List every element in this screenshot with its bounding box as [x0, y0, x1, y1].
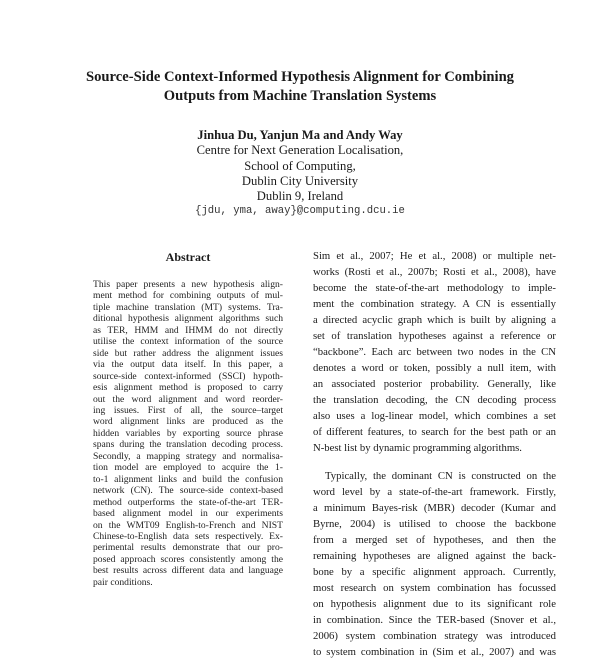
body-line: a directed acyclic graph which is built by aligning a	[313, 314, 556, 326]
body-line: 2006) system combination strategy was introduced	[313, 630, 556, 642]
body-line: works (Rosti et al., 2007b; Rosti et al., 2008), have	[313, 266, 556, 278]
body-line: Sim et al., 2007; He et al., 2008) or multiple net-	[313, 250, 556, 262]
body-line: “backbone”. Each arc between two nodes in the CN	[313, 346, 556, 358]
body-line: to system combination in (Sim et al., 2007) and was	[313, 646, 556, 658]
abstract-line: perimental results demonstrate that our pro-	[93, 542, 283, 554]
author-names: Jinhua Du, Yanjun Ma and Andy Way	[197, 128, 403, 142]
abstract-line: posed approach scores consistently among the	[93, 553, 283, 565]
body-line: word level by a state-of-the-art framework. Firstly,	[313, 486, 556, 498]
abstract-line: method outperforms the state-of-the-art TER-	[93, 496, 283, 508]
body-line: the translation decoding, the CN decoding process	[313, 394, 556, 406]
body-line: from a merged set of hypotheses, and then the	[313, 534, 556, 546]
abstract-line: out the word alignment and word reorder-	[93, 393, 283, 405]
body-line: also uses a log-linear model, which combines a set	[313, 410, 556, 422]
body-line: N-best list by dynamic programming algorithms.	[313, 442, 522, 454]
body-line: ment the combination strategy. A CN is essentially	[313, 298, 556, 310]
abstract-line: to-1 alignment links and build the confusion	[93, 473, 283, 485]
abstract-line: via the output data itself. In this paper, a	[93, 359, 283, 371]
affiliation-line: School of Computing,	[244, 158, 356, 173]
abstract-line: best results across different data and language	[93, 565, 283, 577]
affiliation-line: Dublin City University	[241, 173, 359, 188]
abstract-line: on the WMT09 English-to-French and NIST	[93, 519, 283, 531]
abstract-line: tiple machine translation (MT) systems. Tra-	[93, 301, 283, 313]
abstract-line: Secondly, a mapping strategy and normalisa-	[93, 450, 283, 462]
body-line: bone by a specific alignment approach. Currently,	[313, 566, 556, 578]
title-line-2: Outputs from Machine Translation Systems	[163, 88, 437, 104]
author-email: {jdu, yma, away}@computing.dcu.ie	[195, 205, 405, 218]
body-line: in combination. Since the TER-based (Snover et al.,	[313, 614, 556, 626]
paper-title	[40, 68, 560, 106]
abstract-line: esis alignment method is proposed to carry	[93, 382, 283, 394]
body-line: of different features, to search for the best path or an	[313, 426, 556, 438]
body-line: denotes a word or token, possibly a null item, with	[313, 362, 556, 374]
body-line: set of translation hypotheses against a reference or	[313, 330, 556, 342]
affiliation-line: Dublin 9, Ireland	[256, 189, 344, 204]
abstract-line: word alignment links are produced as the	[93, 416, 283, 428]
paragraph-gap	[313, 456, 556, 468]
body-line: an associated posterior probability. Generally, like	[313, 378, 556, 390]
body-line: remaining hypotheses are aligned against the back-	[313, 550, 556, 562]
abstract-line: utilise the context information of the source	[93, 336, 283, 348]
abstract-body	[93, 279, 283, 588]
author-block	[40, 128, 560, 220]
abstract-line: ment method for combining outputs of mul-	[93, 290, 283, 302]
body-paragraph-1	[313, 248, 556, 456]
abstract-line: network (CN). The source-side context-based	[93, 485, 283, 497]
abstract-line: source-side context-informed (SSCI) hypoth-	[93, 370, 283, 382]
body-line: on hypothesis alignment due to its significant role	[313, 598, 556, 610]
abstract-line: hidden variables by exporting source phrase	[93, 427, 283, 439]
body-line: a minimum Bayes-risk (MBR) decoder (Kumar and	[313, 502, 556, 514]
abstract-line: This paper presents a new hypothesis align-	[93, 279, 283, 290]
abstract-line: spans during the translation decoding process.	[93, 439, 283, 451]
body-line: become the state-of-the-art methodology to imple-	[313, 282, 556, 294]
abstract-line: based alignment model in our experiments	[93, 508, 283, 520]
abstract-line: ing issues. First of all, the source–target	[93, 404, 283, 416]
abstract-heading: Abstract	[165, 250, 211, 264]
abstract-line: pair conditions.	[93, 576, 153, 588]
title-line-1: Source-Side Context-Informed Hypothesis Alignment for Combining	[86, 69, 514, 85]
abstract-line: tion model are employed to acquire the 1-	[93, 462, 283, 474]
body-right-column	[313, 248, 556, 660]
body-line: Byrne, 2004) is utilised to choose the backbone	[313, 518, 556, 530]
body-paragraph-2	[313, 468, 556, 660]
body-line: Typically, the dominant CN is constructed on the	[325, 470, 556, 482]
abstract-line: ditional hypothesis alignment algorithms such	[93, 313, 283, 325]
abstract-line: Chinese-to-English data sets respectively. Ex-	[93, 530, 283, 542]
abstract-line: as TER, HMM and IHMM do not directly	[93, 324, 283, 336]
abstract-line: side but rather address the alignment issues	[93, 347, 283, 359]
affiliation-line: Centre for Next Generation Localisation,	[196, 143, 404, 158]
body-line: most research on system combination has focussed	[313, 582, 556, 594]
